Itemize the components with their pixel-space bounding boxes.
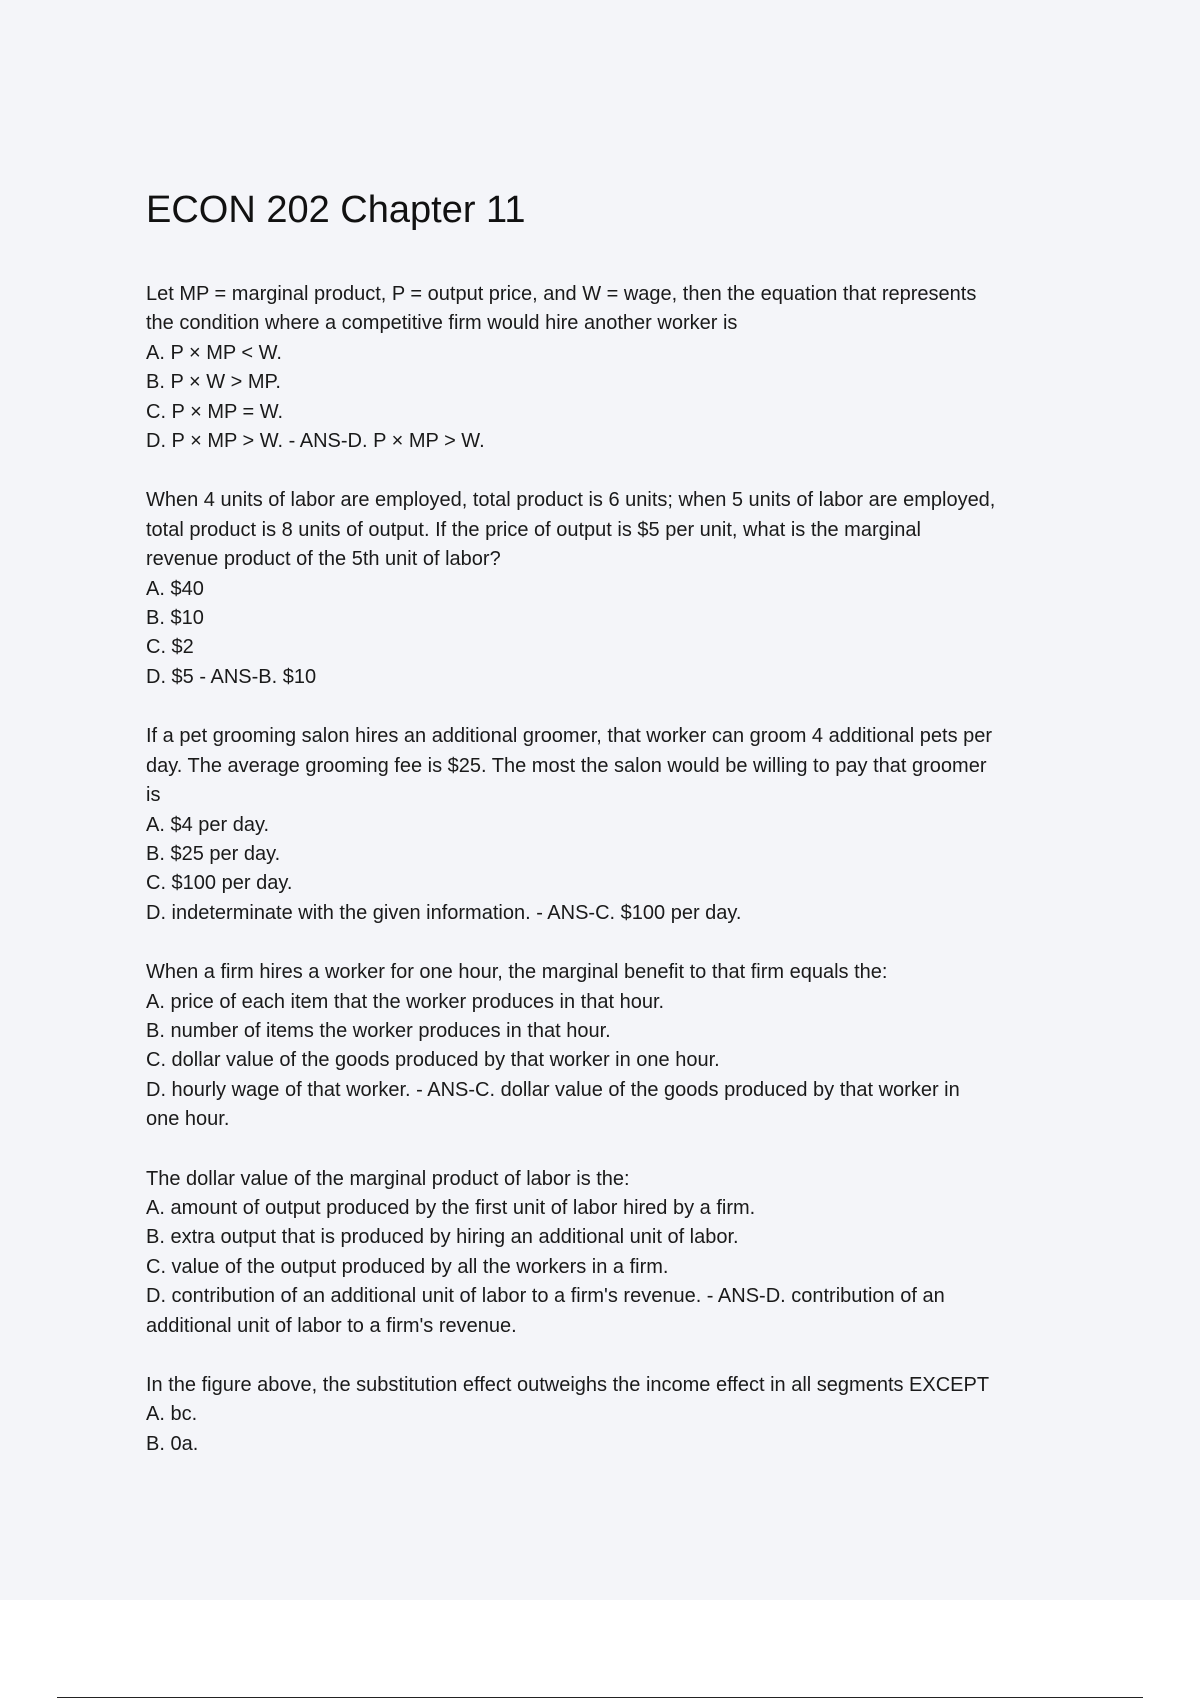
answer-option: C. value of the output produced by all the workers in a firm. bbox=[146, 1255, 669, 1278]
answer-option: C. $2 bbox=[146, 636, 194, 659]
answer-option-with-key: D. $5 - ANS-B. $10 bbox=[146, 665, 317, 688]
question-block bbox=[146, 486, 1106, 692]
answer-option: C. P × MP = W. bbox=[146, 400, 284, 423]
question-block bbox=[146, 1165, 1106, 1341]
question-text-line: revenue product of the 5th unit of labor? bbox=[146, 548, 501, 571]
answer-option-with-key: D. P × MP > W. - ANS-D. P × MP > W. bbox=[146, 430, 485, 453]
document-title: ECON 202 Chapter 11 bbox=[146, 189, 526, 231]
answer-option: C. $100 per day. bbox=[146, 872, 293, 895]
question-block bbox=[146, 958, 1106, 1134]
question-block bbox=[146, 722, 1106, 928]
answer-option: C. dollar value of the goods produced by that worker in one hour. bbox=[146, 1049, 720, 1072]
answer-option: A. bc. bbox=[146, 1403, 198, 1426]
footer-divider bbox=[57, 1697, 1143, 1698]
answer-option-with-key: one hour. bbox=[146, 1108, 230, 1131]
answer-option: A. amount of output produced by the first unit of labor hired by a firm. bbox=[146, 1196, 756, 1219]
question-text-line: Let MP = marginal product, P = output price, and W = wage, then the equation that represents bbox=[146, 283, 977, 305]
question-text-line: The dollar value of the marginal product of labor is the: bbox=[146, 1167, 630, 1190]
answer-option-with-key: D. contribution of an additional unit of labor to a firm's revenue. - ANS-D. contribution of an bbox=[146, 1285, 945, 1308]
answer-option-with-key: additional unit of labor to a firm's revenue. bbox=[146, 1314, 517, 1337]
question-text-line: is bbox=[146, 784, 161, 807]
answer-option-with-key: D. indeterminate with the given information. - ANS-C. $100 per day. bbox=[146, 901, 742, 924]
question-text-line: day. The average grooming fee is $25. The most the salon would be willing to pay that groomer bbox=[146, 754, 987, 777]
answer-option-with-key: D. hourly wage of that worker. - ANS-C. dollar value of the goods produced by that worker in bbox=[146, 1078, 960, 1101]
answer-option: A. P × MP < W. bbox=[146, 341, 282, 364]
question-text-line: the condition where a competitive firm would hire another worker is bbox=[146, 312, 738, 335]
question-text-line: In the figure above, the substitution effect outweighs the income effect in all segments EXCEPT bbox=[146, 1374, 990, 1396]
answer-option: B. 0a. bbox=[146, 1432, 199, 1455]
answer-option: A. price of each item that the worker produces in that hour. bbox=[146, 990, 665, 1013]
document-content bbox=[146, 184, 1106, 1489]
question-text-line: When 4 units of labor are employed, total product is 6 units; when 5 units of labor are employed, bbox=[146, 489, 996, 512]
question-text-line: When a firm hires a worker for one hour, the marginal benefit to that firm equals the: bbox=[146, 961, 888, 984]
question-block bbox=[146, 280, 1106, 456]
answer-option: B. extra output that is produced by hiring an additional unit of labor. bbox=[146, 1226, 739, 1249]
answer-option: B. $25 per day. bbox=[146, 842, 281, 865]
answer-option: A. $4 per day. bbox=[146, 813, 270, 836]
question-block bbox=[146, 1371, 1106, 1459]
answer-option: B. P × W > MP. bbox=[146, 371, 281, 394]
question-text-line: total product is 8 units of output. If the price of output is $5 per unit, what is the marginal bbox=[146, 518, 921, 541]
answer-option: B. $10 bbox=[146, 607, 204, 630]
answer-option: A. $40 bbox=[146, 577, 204, 600]
answer-option: B. number of items the worker produces in that hour. bbox=[146, 1019, 611, 1042]
question-text-line: If a pet grooming salon hires an additional groomer, that worker can groom 4 additional pets per bbox=[146, 725, 993, 748]
